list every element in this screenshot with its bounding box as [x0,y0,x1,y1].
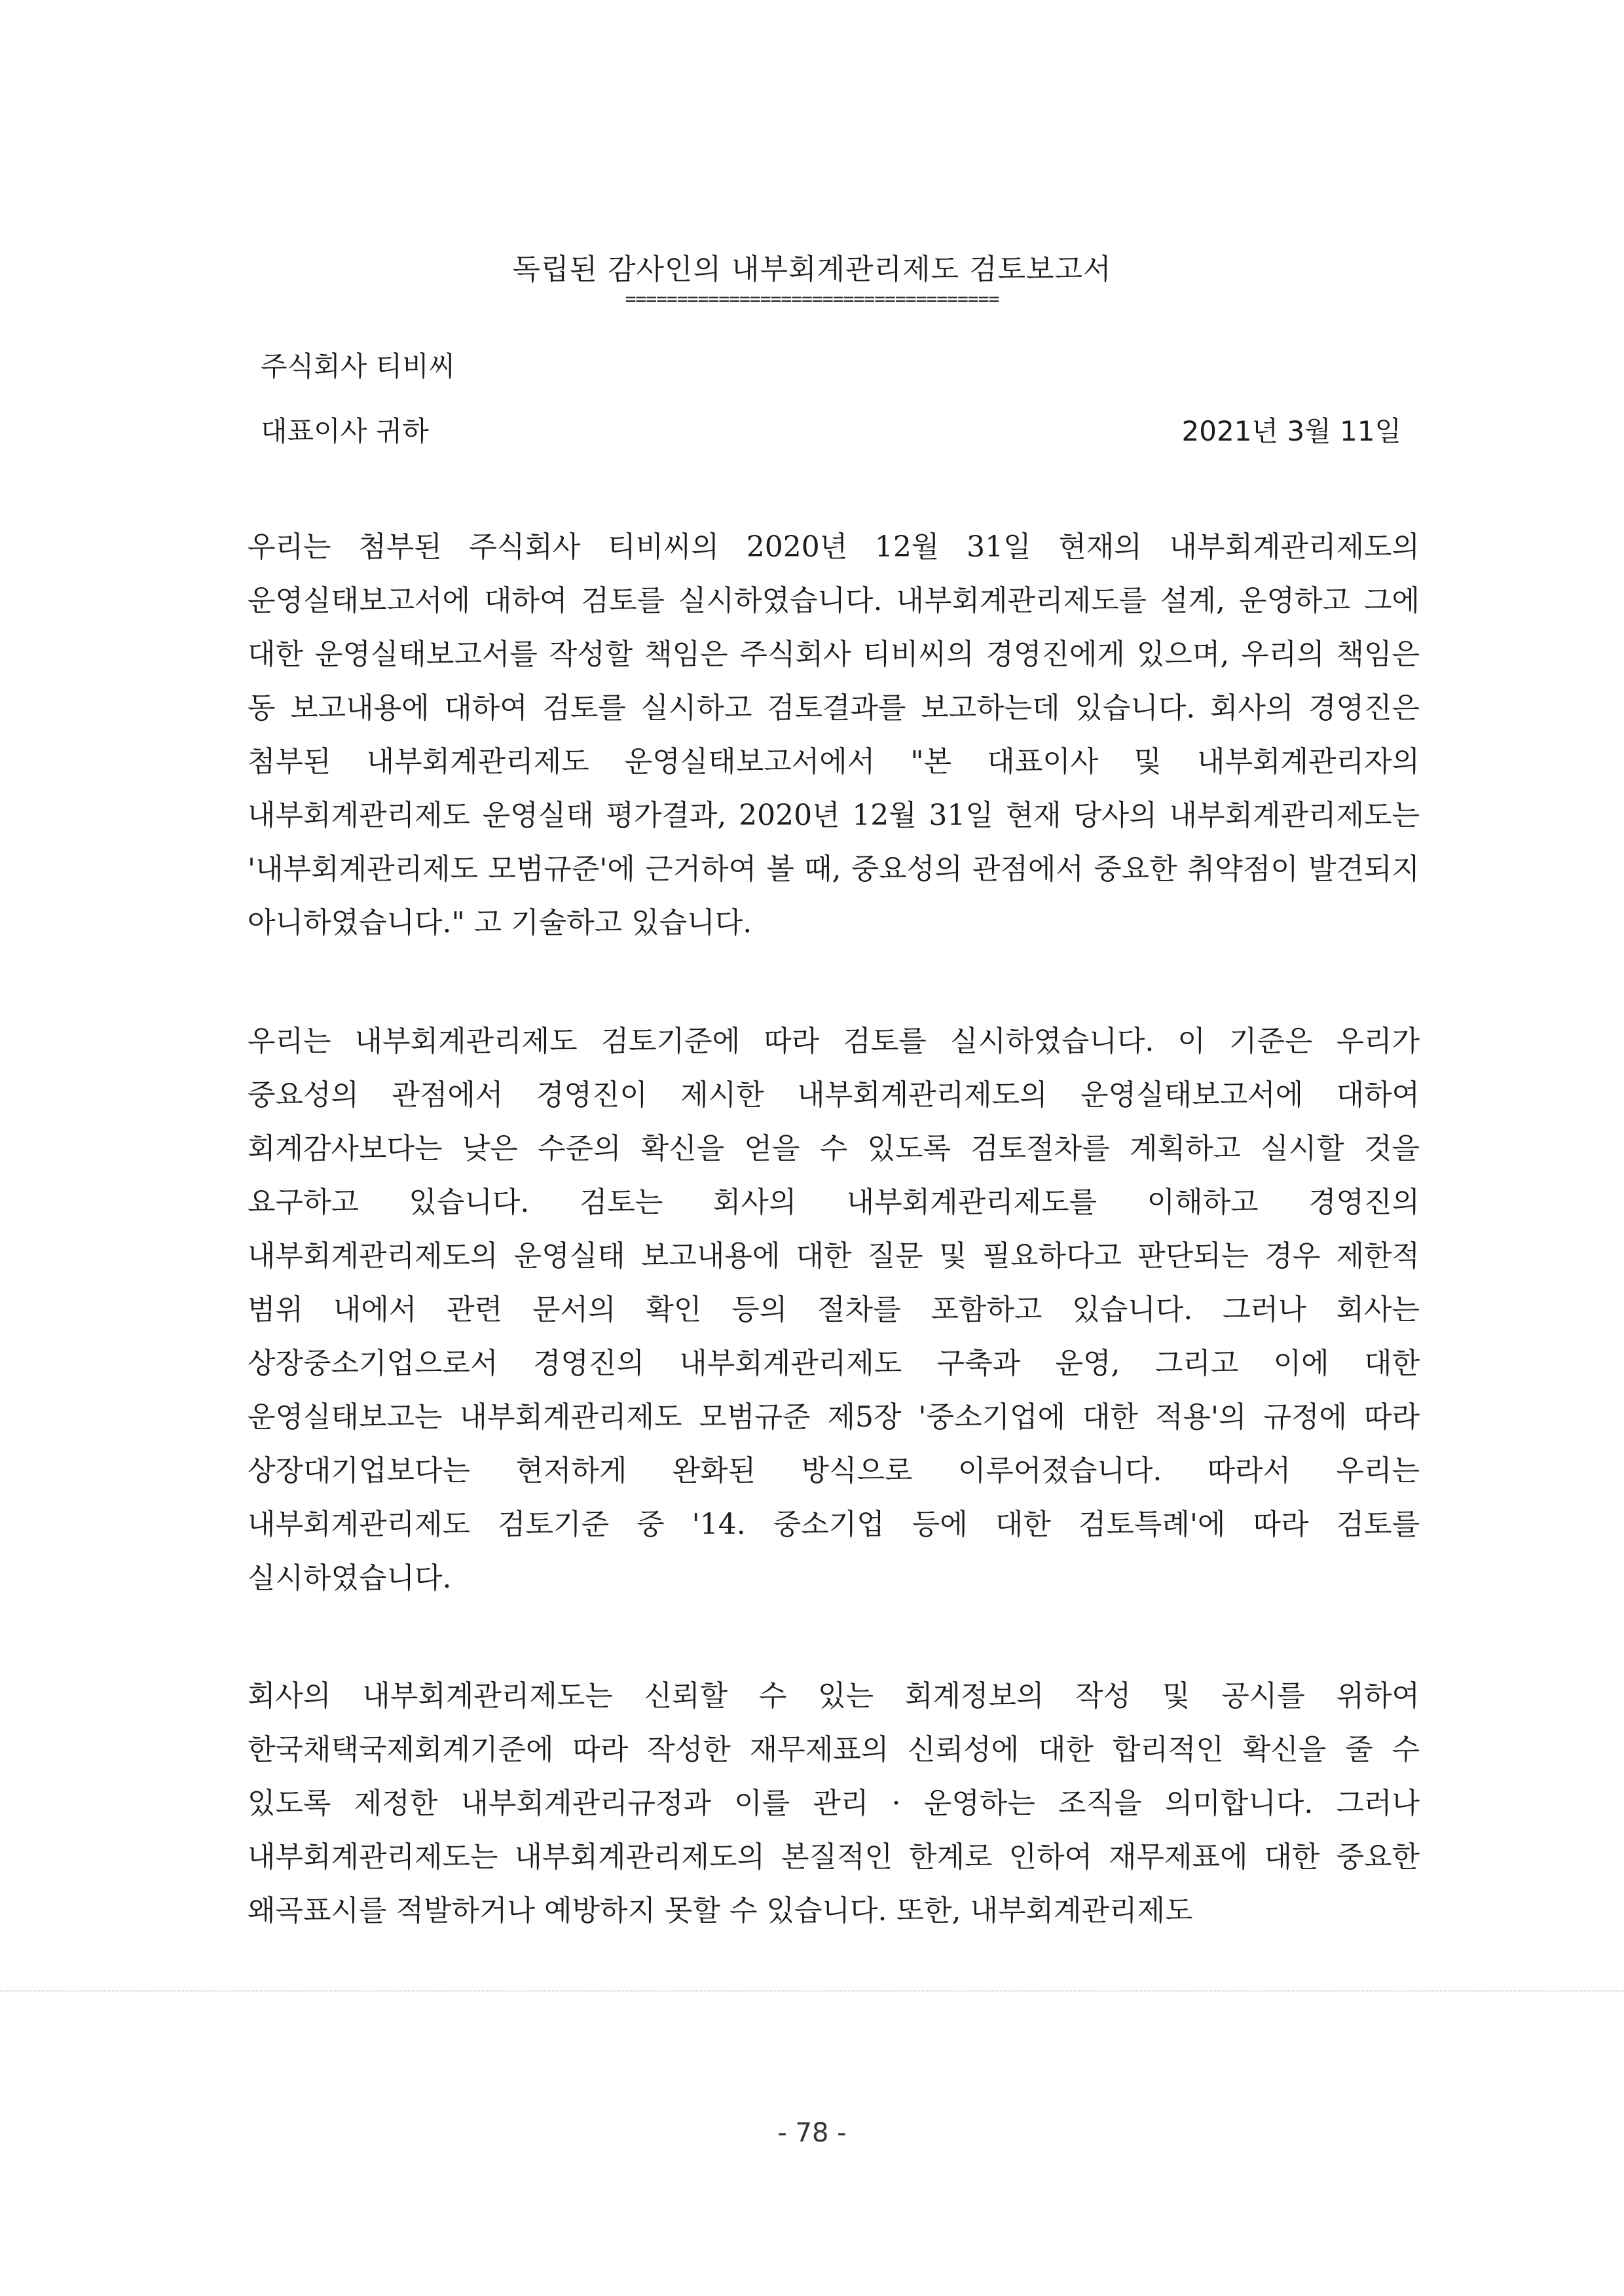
report-date: 2021년 3월 11일 [1181,415,1401,447]
body-paragraph-2: 우리는 내부회계관리제도 검토기준에 따라 검토를 실시하였습니다. 이 기준은 우리가 중요성의 관점에서 경영진이 제시한 내부회계관리제도의 운영실태보고서에 대하여 회계감사보다는 낮은 수준의 확신을 얻을 수 있도록 검토절차를 계획하고 실시할 것을 요구하고 있습니다. 검토는 회사의 내부회계관리제도를 이해하고 경영진의 내부회계관리제도의 운영실태 보고내용에 대한 질문 및 필요하다고 판단되는 경우 제한적 범위 내에서 관련 문서의 확인 등의 절차를 포함하고 있습니다. 그러나 회사는 상장중소기업으로서 경영진의 내부회계관리제도 구축과 운영, 그리고 이에 대한 운영실태보고는 내부회계관리제도 모범규준 제5장 '중소기업에 대한 적용'의 규정에 따라 상장대기업보다는 현저하게 완화된 방식으로 이루어졌습니다. 따라서 우리는 내부회계관리제도 검토기준 중 '14. 중소기업 등에 대한 검토특례'에 따라 검토를 실시하였습니다. [248,1025,1420,1595]
page-number: - 78 - [777,2118,847,2148]
addressee-company: 주식회사 티비씨 [261,350,456,382]
page-divider [0,1990,1624,1992]
body-paragraph-3: 회사의 내부회계관리제도는 신뢰할 수 있는 회계정보의 작성 및 공시를 위하여 한국채택국제회계기준에 따라 작성한 재무제표의 신뢰성에 대한 합리적인 확신을 줄 수 있도록 제정한 내부회계관리규정과 이를 관리 · 운영하는 조직을 의미합니다. 그러나 내부회계관리제도는 내부회계관리제도의 본질적인 한계로 인하여 재무제표에 대한 중요한 왜곡표시를 적발하거나 예방하지 못할 수 있습니다. 또한, 내부회계관리제도 [248,1679,1420,1927]
title-double-underline: ==================================== [625,288,999,310]
body-paragraph-1: 우리는 첨부된 주식회사 티비씨의 2020년 12월 31일 현재의 내부회계관리제도의 운영실태보고서에 대하여 검토를 실시하였습니다. 내부회계관리제도를 설계, 운영하고 그에 대한 운영실태보고서를 작성할 책임은 주식회사 티비씨의 경영진에게 있으며, 우리의 책임은 동 보고내용에 대하여 검토를 실시하고 검토결과를 보고하는데 있습니다. 회사의 경영진은 첨부된 내부회계관리제도 운영실태보고서에서 "본 대표이사 및 내부회계관리자의 내부회계관리제도 운영실태 평가결과, 2020년 12월 31일 현재 당사의 내부회계관리제도는 '내부회계관리제도 모범규준'에 근거하여 볼 때, 중요성의 관점에서 중요한 취약점이 발견되지 아니하였습니다." 고 기술하고 있습니다. [248,530,1420,939]
report-title: 독립된 감사인의 내부회계관리제도 검토보고서 [512,253,1112,286]
addressee-recipient: 대표이사 귀하 [261,415,429,447]
